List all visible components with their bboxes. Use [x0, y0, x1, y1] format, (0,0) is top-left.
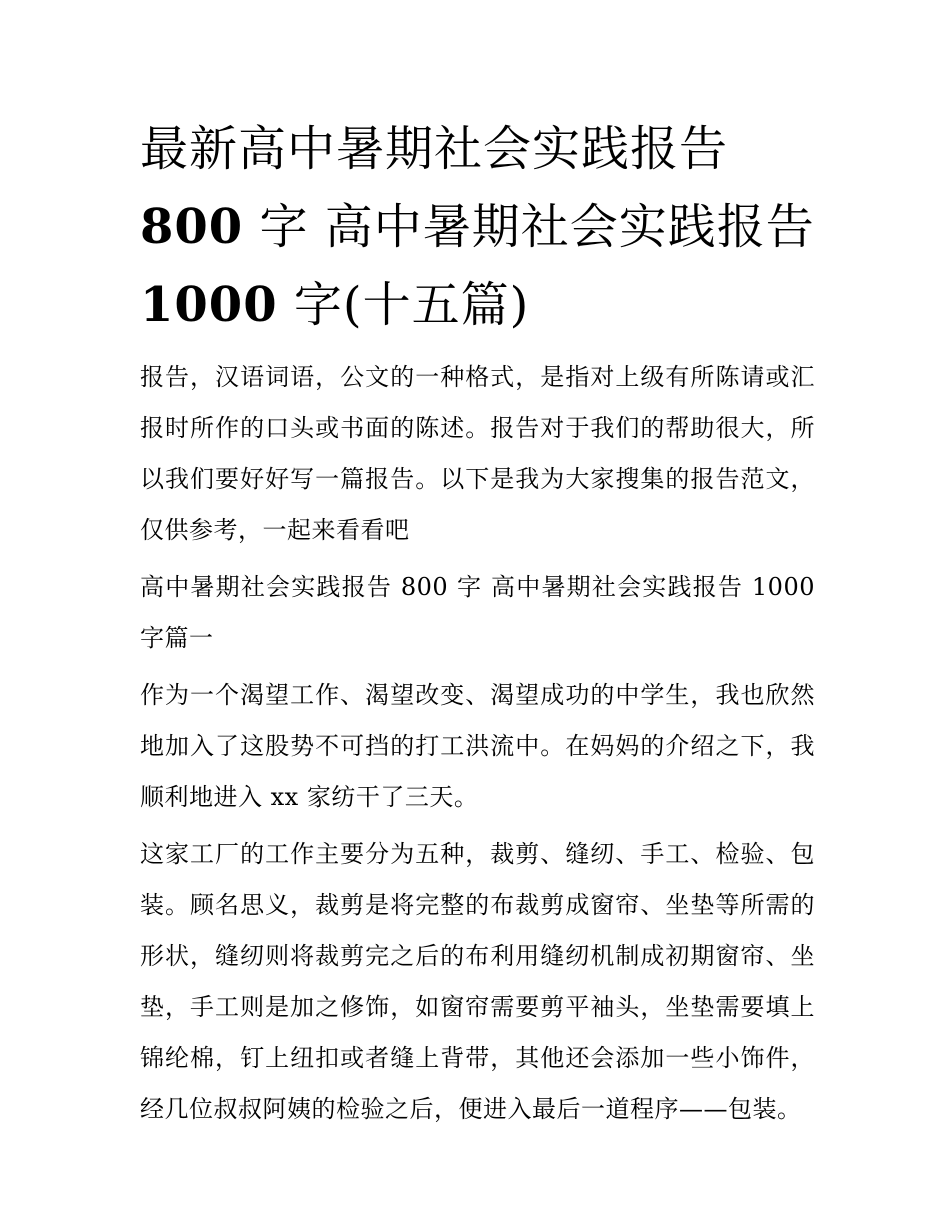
section-heading: 高中暑期社会实践报告 800 字 高中暑期社会实践报告 1000 字篇一: [140, 573, 815, 652]
intro-paragraph: 报告，汉语词语，公文的一种格式，是指对上级有所陈请或汇报时所作的口头或书面的陈述。报告对于我们的帮助很大，所以我们要好好写一篇报告。以下是我为大家搜集的报告范文，仅供参考，一起来看看吧: [140, 363, 815, 544]
body-paragraph: 这家工厂的工作主要分为五种，裁剪、缝纫、手工、检验、包装。顾名思义，裁剪是将完整的布裁剪成窗帘、坐垫等所需的形状，缝纫则将裁剪完之后的布利用缝纫机制成初期窗帘、坐垫，手工则是加之修饰，如窗帘需要剪平袖头，坐垫需要填上锦纶棉，钉上纽扣或者缝上背带，其他还会添加一些小饰件，经几位叔叔阿姨的检验之后，便进入最后一道程序——包装。: [140, 840, 815, 1123]
title-line-2: 字 高中暑期社会实践报告: [243, 199, 815, 255]
document-title: [140, 110, 815, 344]
title-number-1000: 1000: [140, 277, 278, 333]
title-line-1: 最新高中暑期社会实践报告: [140, 121, 729, 177]
body-paragraph: 作为一个渴望工作、渴望改变、渴望成功的中学生，我也欣然地加入了这股势不可挡的打工洪流中。在妈妈的介绍之下，我顺利地进入 xx 家纺干了三天。: [140, 681, 815, 811]
title-line-3: 字(十五篇): [277, 277, 530, 333]
title-number-800: 800: [140, 199, 244, 255]
document-page: [140, 110, 815, 1135]
